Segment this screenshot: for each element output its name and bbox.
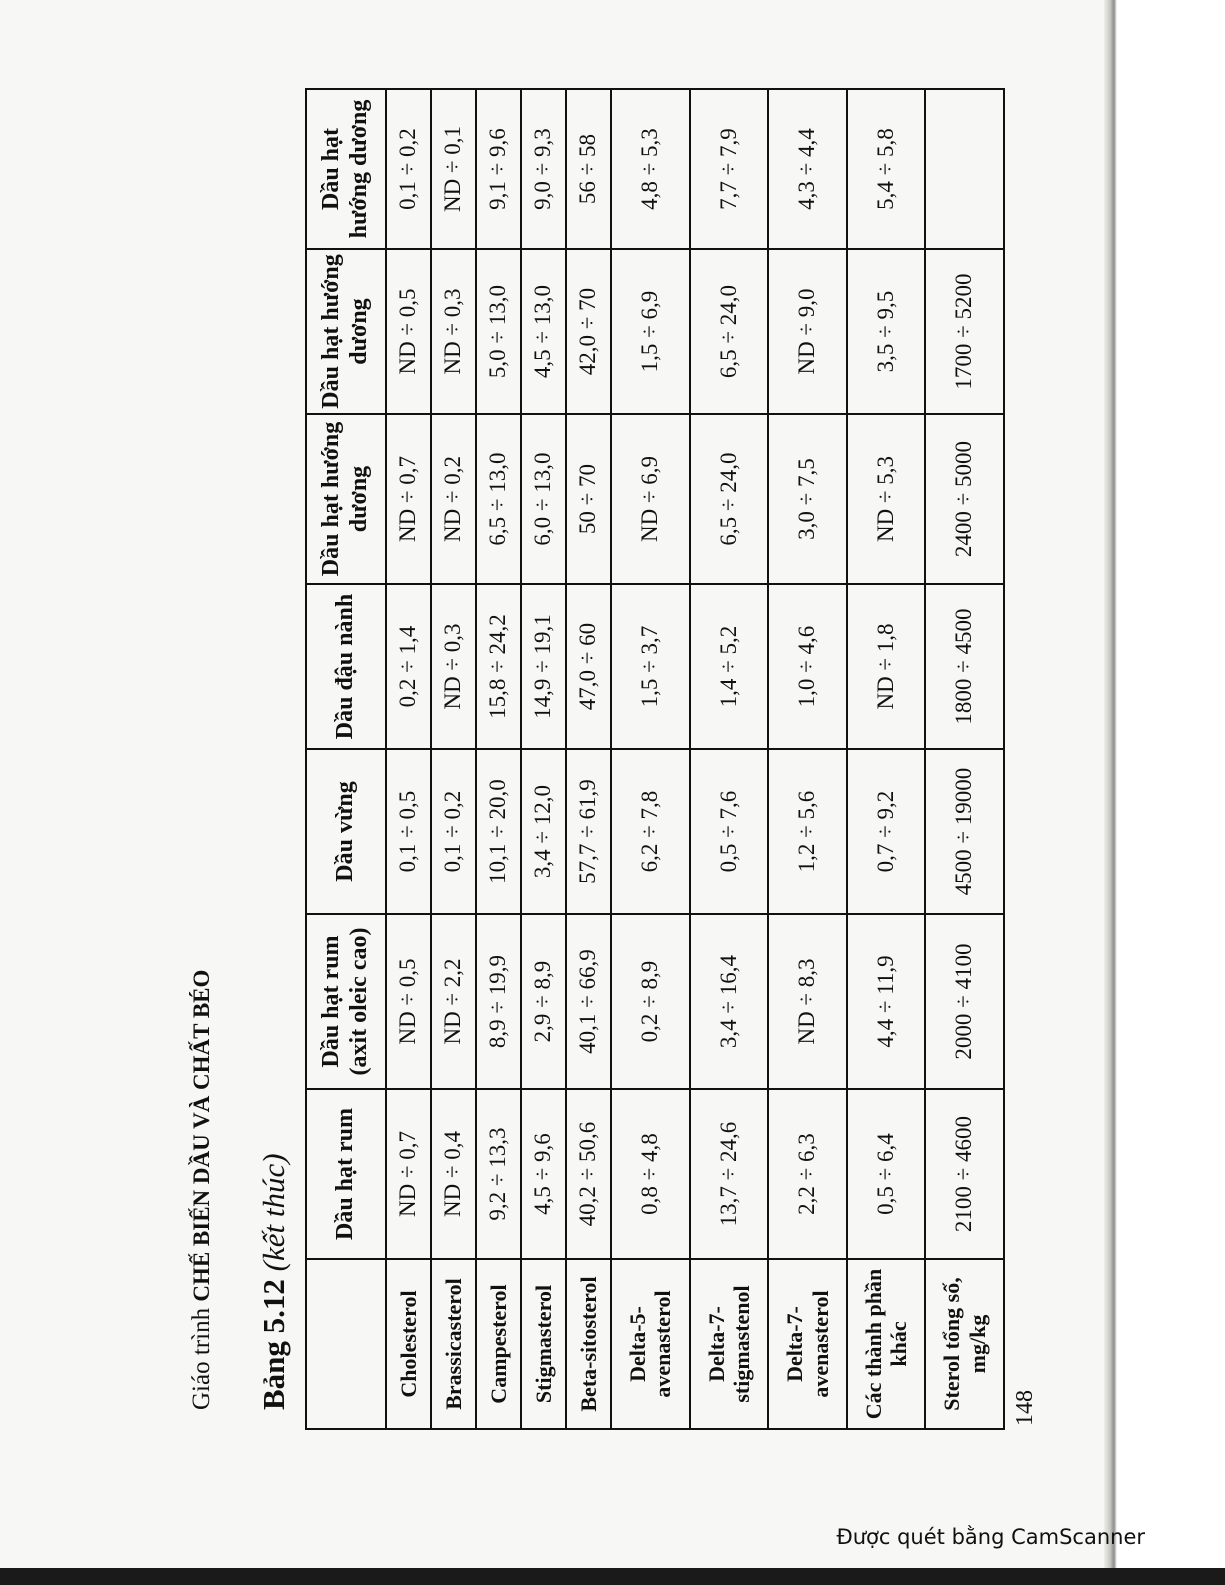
scan-bottom-band [0,1568,1225,1585]
table-cell: 3,4 ÷ 16,4 [690,914,769,1089]
sterol-table [305,88,1005,1430]
table-cell: 0,1 ÷ 0,5 [386,749,431,914]
table-cell: ND ÷ 5,3 [847,414,926,584]
table-row [521,89,566,1429]
table-cell: 0,5 ÷ 7,6 [690,749,769,914]
running-header [188,970,216,1410]
table-cell: 40,1 ÷ 66,9 [566,914,611,1089]
table-row [566,89,611,1429]
table-cell: 6,0 ÷ 13,0 [521,414,566,584]
column-header: Dầu hạt hướng dương [306,89,386,249]
scanner-watermark: Được quét bằng CamScanner [836,1525,1145,1549]
column-header: Dầu hạt hướng dương [306,414,386,584]
table-caption [256,1153,292,1410]
column-header: Dầu vừng [306,749,386,914]
table-row [847,89,926,1429]
table-cell: 15,8 ÷ 24,2 [476,584,521,749]
table-cell: 0,8 ÷ 4,8 [611,1089,690,1259]
table-cell: 9,2 ÷ 13,3 [476,1089,521,1259]
table-row [768,89,847,1429]
table-cell: ND ÷ 1,8 [847,584,926,749]
table-cell: 7,7 ÷ 7,9 [690,89,769,249]
table-cell: 1,5 ÷ 6,9 [611,249,690,414]
table-cell: 0,1 ÷ 0,2 [386,89,431,249]
table-cell: 0,2 ÷ 8,9 [611,914,690,1089]
table-cell: 6,5 ÷ 13,0 [476,414,521,584]
page-number: 148 [1012,1390,1038,1426]
table-cell: ND ÷ 8,3 [768,914,847,1089]
table-cell: ND ÷ 0,7 [386,1089,431,1259]
table-cell: 1800 ÷ 4500 [925,584,1004,749]
table-row [925,89,1004,1429]
table-cell: 8,9 ÷ 19,9 [476,914,521,1089]
table-cell: 10,1 ÷ 20,0 [476,749,521,914]
row-label: Campesterol [476,1259,521,1429]
row-label: Beta-sitosterol [566,1259,611,1429]
row-label: Cholesterol [386,1259,431,1429]
table-cell: 14,9 ÷ 19,1 [521,584,566,749]
column-header: Dầu đậu nành [306,584,386,749]
table-cell: 3,4 ÷ 12,0 [521,749,566,914]
table-cell: 9,0 ÷ 9,3 [521,89,566,249]
table-cell: 2,2 ÷ 6,3 [768,1089,847,1259]
table-row [386,89,431,1429]
table-cell: 1,0 ÷ 4,6 [768,584,847,749]
table-cell: 42,0 ÷ 70 [566,249,611,414]
table-cell: ND ÷ 2,2 [431,914,476,1089]
table-cell: 3,0 ÷ 7,5 [768,414,847,584]
table-cell: 1,4 ÷ 5,2 [690,584,769,749]
table-cell: 6,2 ÷ 7,8 [611,749,690,914]
rotated-page [180,60,1060,1440]
row-label: Brassicasterol [431,1259,476,1429]
table-cell: 13,7 ÷ 24,6 [690,1089,769,1259]
row-label: Delta-7-stigmastenol [690,1259,769,1429]
table-cell: 1700 ÷ 5200 [925,249,1004,414]
table-cell: ND ÷ 0,2 [431,414,476,584]
row-label: Delta-5-avenasterol [611,1259,690,1429]
table-cell: 3,5 ÷ 9,5 [847,249,926,414]
table-cell: 0,5 ÷ 6,4 [847,1089,926,1259]
table-cell: ND ÷ 0,4 [431,1089,476,1259]
table-cell: ND ÷ 0,7 [386,414,431,584]
row-label: Delta-7-avenasterol [768,1259,847,1429]
table-cell: 4,5 ÷ 13,0 [521,249,566,414]
table-cell: 56 ÷ 58 [566,89,611,249]
table-cell: 5,4 ÷ 5,8 [847,89,926,249]
column-header [306,1259,386,1429]
table-row [431,89,476,1429]
table-row [611,89,690,1429]
table-cell: 6,5 ÷ 24,0 [690,249,769,414]
table-cell: 47,0 ÷ 60 [566,584,611,749]
table-cell: 4,4 ÷ 11,9 [847,914,926,1089]
table-cell: ND ÷ 0,3 [431,584,476,749]
table-cell: 4,5 ÷ 9,6 [521,1089,566,1259]
column-header: Dầu hạt rum (axit oleic cao) [306,914,386,1089]
table-cell: 1,2 ÷ 5,6 [768,749,847,914]
table-cell [925,89,1004,249]
table-cell: ND ÷ 9,0 [768,249,847,414]
header-prefix: Giáo trình [188,1307,215,1410]
table-row [476,89,521,1429]
table-cell: 0,2 ÷ 1,4 [386,584,431,749]
row-label: Sterol tổng số, mg/kg [925,1259,1004,1429]
table-cell: 0,7 ÷ 9,2 [847,749,926,914]
table-cell: 2400 ÷ 5000 [925,414,1004,584]
table-cell: 1,5 ÷ 3,7 [611,584,690,749]
table-cell: 2000 ÷ 4100 [925,914,1004,1089]
table-cell: 4,3 ÷ 4,4 [768,89,847,249]
table-cell: ND ÷ 0,1 [431,89,476,249]
table-cell: 6,5 ÷ 24,0 [690,414,769,584]
column-header: Dầu hạt hướng dương [306,249,386,414]
table-cell: 4,8 ÷ 5,3 [611,89,690,249]
caption-number: Bảng 5.12 [256,1279,291,1410]
table-cell: 0,1 ÷ 0,2 [431,749,476,914]
table-cell: 4500 ÷ 19000 [925,749,1004,914]
header-book-title: CHẾ BIẾN DẦU VÀ CHẤT BÉO [189,969,214,1302]
row-label: Stigmasterol [521,1259,566,1429]
table-cell: 40,2 ÷ 50,6 [566,1089,611,1259]
row-label: Các thành phần khác [847,1259,926,1429]
table-cell: ND ÷ 0,3 [431,249,476,414]
table-cell: 50 ÷ 70 [566,414,611,584]
table-cell: ND ÷ 6,9 [611,414,690,584]
table-cell: 5,0 ÷ 13,0 [476,249,521,414]
table-cell: 2,9 ÷ 8,9 [521,914,566,1089]
table-header-row [306,89,386,1429]
table-row [690,89,769,1429]
table-cell: ND ÷ 0,5 [386,914,431,1089]
page-edge-shadow [1104,0,1225,1568]
table-cell: 2100 ÷ 4600 [925,1089,1004,1259]
table-cell: ND ÷ 0,5 [386,249,431,414]
table-cell: 9,1 ÷ 9,6 [476,89,521,249]
caption-note: (kết thúc) [256,1153,291,1272]
column-header: Dầu hạt rum [306,1089,386,1259]
table-cell: 57,7 ÷ 61,9 [566,749,611,914]
